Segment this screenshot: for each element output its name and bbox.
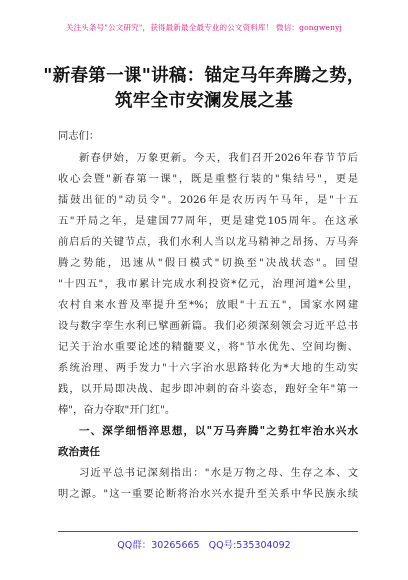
paragraph-line: 系统治理、两手发力"十六字治水思路转化为*大地的生动实	[58, 362, 358, 374]
paragraph-line: 棒"，奋力夺取"开门红"。	[58, 404, 176, 416]
paragraph-line: 记关于治水重要论述的精髓要义，将"节水优先、空间均衡、	[58, 341, 358, 353]
paragraph-line: 设与数字孪生水利已擘画新篇。我们必须深刻领会习近平总书	[58, 320, 358, 332]
section-heading-line-1: 一、深学细悟淬思想，以"万马奔腾"之势扛牢治水兴水	[79, 425, 358, 437]
paragraph-line: 新春伊始，万象更新。今天，我们召开2026年春节节后	[79, 152, 358, 164]
greeting: 同志们：	[58, 130, 100, 142]
paragraph-line: 擂鼓出征的"动员令"。2026年是农历丙午马年，是"十五	[58, 194, 358, 206]
section-heading-line-2: 政治责任	[58, 446, 100, 458]
document-title-line-2: 筑牢全市安澜发展之基	[115, 91, 293, 111]
paragraph-line: 前启后的关键节点，我们水利人当以龙马精神之昂扬、万马奔	[58, 236, 358, 248]
paragraph-line: 农村自来水普及率提升至*%；放眼"十五五"，国家水网建	[58, 299, 358, 311]
paragraph-line: 收心会暨"新春第一课"，既是重整行装的"集结号"，更是	[58, 173, 358, 185]
document-title-line-1: "新春第一课"讲稿：锚定马年奔腾之势，	[43, 66, 365, 86]
paragraph-line: 腾之势能，迅速从"假日模式"切换至"决战状态"。回望	[58, 257, 358, 269]
footer-divider	[58, 531, 358, 532]
header-banner: 关注头条号"公文研究"，获得最新最全最专业的公文资料库！ 微信：gongwenyj	[65, 23, 343, 32]
paragraph-line: 践，以开局即决战、起步即冲刺的奋斗姿态，跑好全年"第一	[58, 383, 358, 395]
footer-contacts: QQ群：30265665 QQ号:535304092	[117, 540, 291, 551]
paragraph-line: 五"开局之年，是建国77周年，更是建党105周年。在这承	[58, 215, 358, 227]
paragraph-line: 习近平总书记深刻指出："水是万物之母、生存之本、文	[79, 467, 358, 479]
paragraph-line: 明之源。"这一重要论断将治水兴水提升至关系中华民族永续	[58, 488, 358, 500]
paragraph-line: "十四五"，我市累计完成水利投资*亿元，治理河道*公里，	[58, 278, 358, 290]
